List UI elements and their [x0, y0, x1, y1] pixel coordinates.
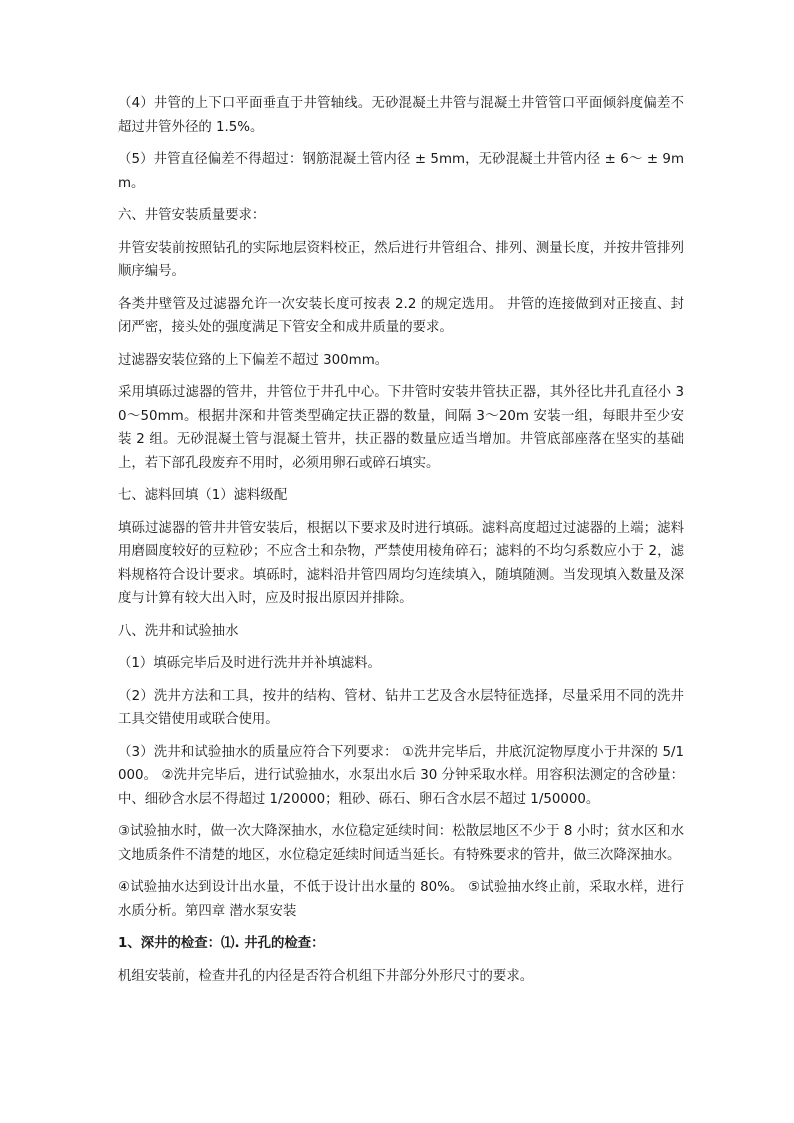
- paragraph-gravel-fill: 填砾过滤器的管井井管安装后，根据以下要求及时进行填砾。滤料高度超过过滤器的上端；滤料用磨圆度较好的豆粒砂；不应含土和杂物，严禁使用棱角碎石；滤料的不均匀系数应小于 2，滤料规格符合设计要求。填砾时，滤料沿井管四周均匀连续填入，随填随测。当发现填入数量及深度与计算有较大出入时，应及时报出原因并排除。: [118, 520, 684, 606]
- paragraph-test-pumping: ③试验抽水时，做一次大降深抽水，水位稳定延续时间：松散层地区不少于 8 小时；贫水区和水文地质条件不清楚的地区，水位稳定延续时间适当延长。有特殊要求的管井，做三次降深抽水。: [118, 824, 684, 863]
- paragraph-centralizer: 采用填砾过滤器的管井，井管位于井孔中心。下井管时安装井管扶正器，其外径比井孔直径小 30～50mm。根据井深和井管类型确定扶正器的数量，间隔 3～20m 安装一组，每眼井至少安装 2 组。无砂混凝土管与混凝土管井，扶正器的数量应适当增加。井管底部座落在坚实的基础上，若下部孔段废弃不用时，必须用卵石或碎石填实。: [118, 385, 684, 471]
- paragraph-filter-position: 过滤器安装位臵的上下偏差不超过 300mm。: [118, 352, 389, 368]
- paragraph-bore-check: 机组安装前，检查井孔的内径是否符合机组下井部分外形尺寸的要求。: [118, 968, 534, 984]
- paragraph-wellpipe-verticality: （4）井管的上下口平面垂直于井管轴线。无砂混凝土井管与混凝土井管管口平面倾斜度偏差不超过井管外径的 1.5%。: [118, 96, 684, 135]
- heading-section-six: 六、井管安装质量要求：: [118, 208, 266, 223]
- paragraph-design-output: ④试验抽水达到设计出水量，不低于设计出水量的 80%。 ⑤试验抽水终止前，采取水样，进行水质分析。第四章 潜水泵安装: [118, 880, 684, 919]
- document-body: [118, 92, 684, 997]
- paragraph-washing-1: （1）填砾完毕后及时进行洗井并补填滤料。: [118, 656, 381, 671]
- paragraph-installation-length: 各类井壁管及过滤器允许一次安装长度可按表 2.2 的规定选用。 井管的连接做到对正接直、封闭严密，接头处的强度满足下管安全和成井质量的要求。: [118, 296, 684, 335]
- paragraph-washing-3: （3）洗井和试验抽水的质量应符合下列要求： ①洗井完毕后，井底沉淀物厚度小于井深的 5/1000。 ②洗井完毕后，进行试验抽水，水泵出水后 30 分钟采取水样。用容积法测定的含砂量：中、细砂含水层不得超过 1/20000；粗砂、砾石、卵石含水层不超过 1/50000。: [118, 744, 684, 807]
- heading-section-eight: 八、洗井和试验抽水: [118, 623, 239, 639]
- heading-section-seven: 七、滤料回填（1）滤料级配: [118, 488, 288, 503]
- heading-deep-well-check: 1、深井的检查：⑴. 井孔的检查：: [118, 936, 325, 951]
- paragraph-installation-calibration: 井管安装前按照钻孔的实际地层资料校正，然后进行井管组合、排列、测量长度，并按井管排列顺序编号。: [118, 240, 684, 279]
- paragraph-washing-2: （2）洗井方法和工具，按井的结构、管材、钻井工艺及含水层特征选择，尽量采用不同的洗井工具交错使用或联合使用。: [118, 688, 684, 727]
- paragraph-diameter-tolerance: （5）井管直径偏差不得超过：钢筋混凝土管内径 ± 5mm，无砂混凝土井管内径 ± 6～ ± 9mm。: [118, 152, 684, 191]
